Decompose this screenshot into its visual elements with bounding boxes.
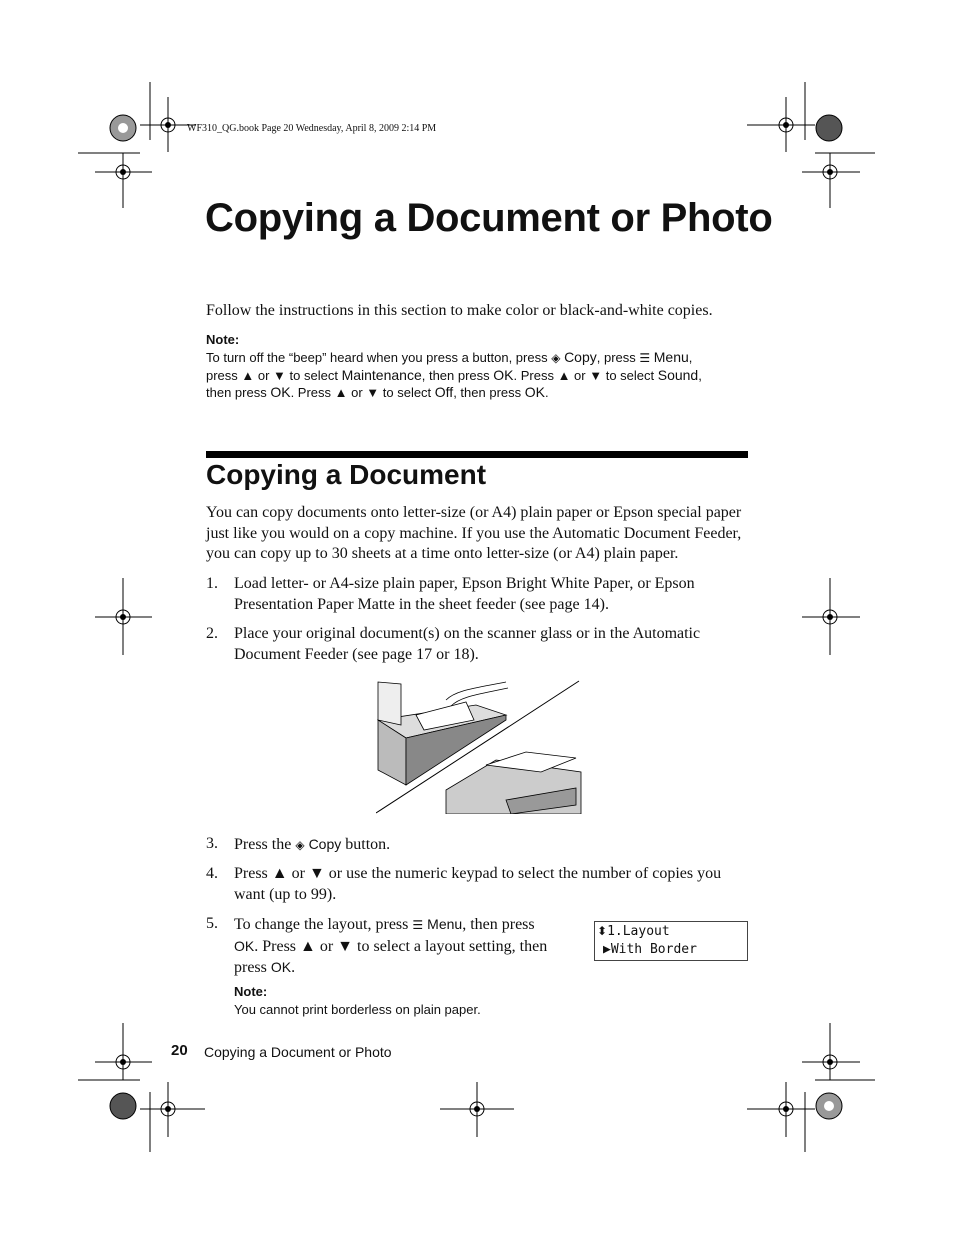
menu-icon: ☰ <box>412 918 424 932</box>
menu-icon: ☰ <box>639 351 651 365</box>
section-heading: Copying a Document <box>206 459 487 490</box>
lcd-line-1: 1.Layout <box>607 924 670 939</box>
step-number: 1. <box>206 575 218 592</box>
running-footer: Copying a Document or Photo <box>204 1044 392 1060</box>
up-down-arrow-icon: ⬍ <box>597 924 608 938</box>
page-title: Copying a Document or Photo <box>205 196 773 240</box>
print-slug: WF310_QG.book Page 20 Wednesday, April 8, 2009 2:14 PM <box>187 123 437 134</box>
intro-paragraph: Follow the instructions in this section to make color or black-and-white copies. <box>206 302 713 319</box>
step-2: 2. Place your original document(s) on the scanner glass or in the Automatic Document Feeder (see page 17 or 18). <box>206 625 701 663</box>
note-line-1: To turn off the “beep” heard when you press a button, press ◈ Copy, press ☰ Menu, <box>206 349 693 365</box>
section-rule <box>206 451 748 458</box>
note-line-3: then press OK. Press ▲ or ▼ to select Off, then press OK. <box>206 384 549 400</box>
step-5: 5. To change the layout, press ☰ Menu, then press OK. Press ▲ or ▼ to select a layout setting, then press OK. <box>206 915 548 976</box>
scanner-illustration <box>376 680 582 814</box>
play-arrow-icon: ▶ <box>603 942 611 957</box>
lcd-display <box>594 921 748 961</box>
note-heading: Note: <box>234 984 268 999</box>
note-1 <box>206 332 766 401</box>
copy-icon: ◈ <box>295 838 305 852</box>
note-text: You cannot print borderless on plain paper. <box>234 1002 481 1017</box>
step-number: 5. <box>206 915 218 932</box>
note-line-2: press ▲ or ▼ to select Maintenance, then press OK. Press ▲ or ▼ to select Sound, <box>206 367 702 383</box>
note-heading: Note: <box>206 332 240 347</box>
step-number: 4. <box>206 865 218 882</box>
section-paragraph: You can copy documents onto letter-size (or A4) plain paper or Epson special paper just like you would on a copy machine. If you use the Automatic Document Feeder, you can copy up to 30 sheets at a time onto letter-size (or A4) plain paper. <box>206 504 742 562</box>
step-number: 2. <box>206 625 218 642</box>
page-number: 20 <box>171 1042 188 1059</box>
note-2 <box>234 984 634 1018</box>
copy-icon: ◈ <box>551 351 561 365</box>
step-number: 3. <box>206 835 218 852</box>
step-3: 3. Press the ◈ Copy button. <box>206 835 391 853</box>
step-1: 1. Load letter- or A4-size plain paper, Epson Bright White Paper, or Epson Presentation Paper Matte in the sheet feeder (see page 14). <box>206 575 695 613</box>
lcd-line-2: With Border <box>610 942 697 957</box>
step-4: 4. Press ▲ or ▼ or use the numeric keypad to select the number of copies you want (up to 99). <box>206 865 722 903</box>
